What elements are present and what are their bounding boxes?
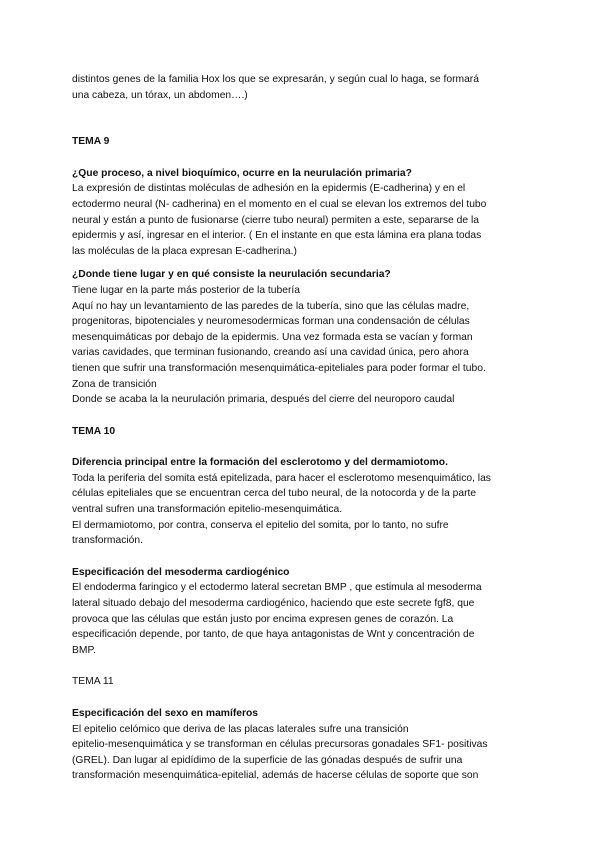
paragraph-line: La expresión de distintas moléculas de adhesión en la epidermis (E-cadherina) y en el (72, 183, 466, 195)
paragraph-line: El endoderma faringico y el ectodermo lateral secretan BMP , que estimula al mesoderma (72, 582, 482, 594)
document-page (72, 72, 532, 784)
paragraph-line: progenitoras, bipotenciales y neuromesodermicas forman una condensación de células (72, 316, 470, 328)
paragraph-line: neural y están a punto de fusionarse (cierre tubo neural) permiten a este, separarse de la (72, 214, 479, 226)
paragraph-line: varias cavidades, que terminan fusionando, creando así una cavidad única, pero ahora (72, 347, 469, 359)
section-title-tema-9: TEMA 9 (72, 136, 110, 148)
paragraph-line: tienen que sufrir una transformación mesenquimática-epiteliales para poder formar el tubo. (72, 362, 486, 374)
paragraph-line: las moléculas de la placa expresan E-cadherina.) (72, 245, 297, 257)
question-heading-esclerotomo-dermamiotomo: Diferencia principal entre la formación del esclerotomo y del dermamiotomo. (72, 457, 448, 469)
paragraph-line: especificación depende, por tanto, de que haya antagonistas de Wnt y concentración de (72, 629, 475, 641)
section-title-tema-10: TEMA 10 (72, 425, 116, 437)
paragraph-line: Toda la periferia del somita está epitelizada, para hacer el esclerotomo mesenquimático, las (72, 472, 491, 484)
paragraph-line: El epitelio celómico que deriva de las placas laterales sufre una transición (72, 723, 409, 735)
paragraph-line: ventral sufren una transformación epitelio-mesenquimática. (72, 504, 343, 516)
intro-line-1: distintos genes de la familia Hox los que se expresarán, y según cual lo haga, se formará (72, 74, 479, 85)
paragraph-line: (GREL). Dan lugar al epidídimo de la superficie de las gónadas después de sufrir una (72, 754, 463, 766)
intro-line-2: una cabeza, un tórax, un abdomen….) (72, 89, 248, 101)
question-heading-neurulacion-primaria: ¿Que proceso, a nivel bioquímico, ocurre en la neurulación primaria? (72, 167, 412, 179)
paragraph-line: epidermis y así, ingresar en el interior. ( En el instante en que esta lámina era plana todas (72, 230, 482, 242)
paragraph-line: Zona de transición (72, 378, 157, 390)
section-title-tema-11: TEMA 11 (72, 676, 114, 688)
paragraph-line: epitelio-mesenquimática y se transforman en células precursoras gonadales SF1- positivas (72, 739, 488, 751)
paragraph-line: Donde se acaba la la neurulación primaria, después del cierre del neuroporo caudal (72, 394, 455, 406)
question-heading-especificacion-sexo: Especificación del sexo en mamíferos (72, 708, 258, 719)
paragraph-line: El dermamiotomo, por contra, conserva el epitelio del somita, por lo tanto, no sufre (72, 519, 449, 531)
paragraph-line: lateral situado debajo del mesoderma cardiogénico, haciendo que este secrete fgf8, que (72, 598, 475, 610)
paragraph-line: células epiteliales que se encuentran cerca del tubo neural, de la notocorda y de la parte (72, 488, 477, 500)
paragraph-line: ectodermo neural (N- cadherina) en el momento en el cual se elevan los extremos del tubo (72, 198, 487, 210)
question-heading-neurulacion-secundaria: ¿Donde tiene lugar y en qué consiste la neurulación secundaria? (72, 269, 391, 281)
paragraph-line: transformación. (72, 535, 143, 547)
paragraph-line: provoca que las células que están justo por encima expresen genes de corazón. La (72, 613, 454, 625)
paragraph-line: mesenquimáticas por debajo de la epidermis. Una vez formada esta se vacían y forman (72, 331, 473, 343)
paragraph-line: transformación mesenquimática-epitelial, además de hacerse células de soporte que son (72, 770, 479, 782)
paragraph-line: Tiene lugar en la parte más posterior de la tubería (72, 284, 300, 296)
paragraph-line: Aquí no hay un levantamiento de las paredes de la tubería, sino que las células madre, (72, 300, 470, 312)
question-heading-mesoderma-cardiogenico: Especificación del mesoderma cardiogénico (72, 566, 290, 578)
paragraph-line: BMP. (72, 644, 96, 656)
